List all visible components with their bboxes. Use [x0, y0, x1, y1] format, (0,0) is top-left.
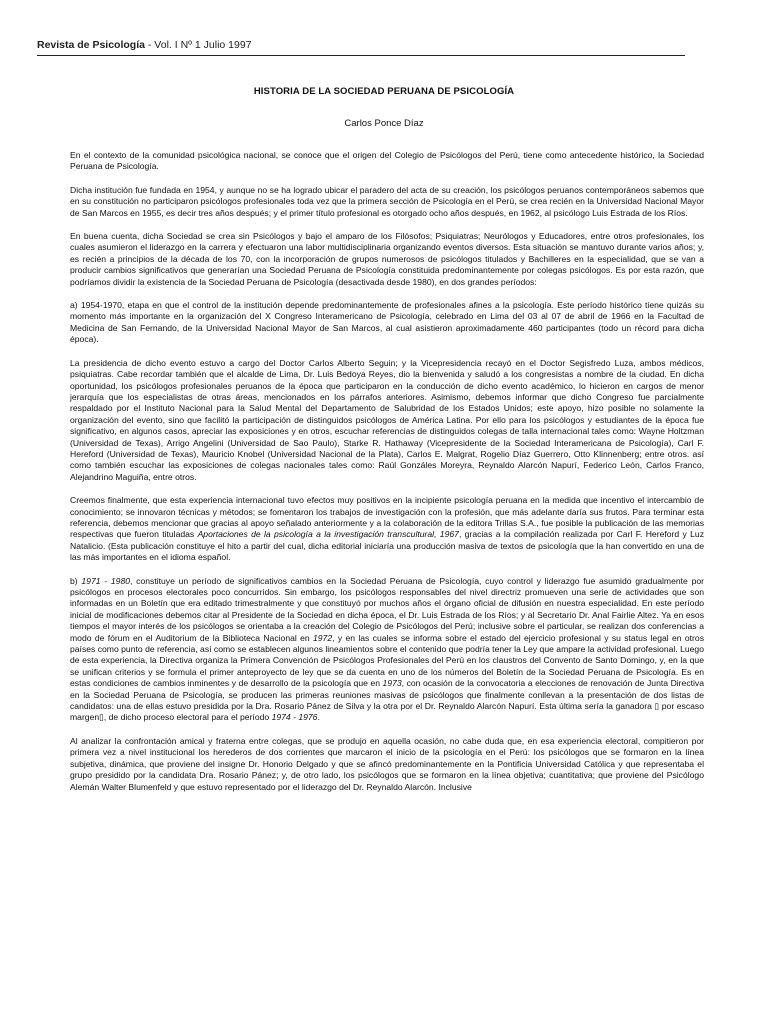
text-segment: .: [317, 712, 320, 723]
paragraph-congress: La presidencia de dicho evento estuvo a cargo del Doctor Carlos Alberto Seguin; y la Vicepresidencia recayó en el Doctor Segisfredo Luza, ambos médicos, psiquiatras. Cabe recordar también que el alcalde de Lima, Dr. Luis Bedoya Reyes, dio la bienvenida y saludó a los congresistas a nombre de la ciudad. En dicha oportunidad, los psicólogos profesionales peruanos de la época que participaron en la conducción de dicho evento académico, lo hicieron en cargos de menor jerarquía que los especialistas de otras áreas, mencionados en los párrafos anteriores. Asimismo, debemos informar que dicho Congreso fue parcialmente respaldado por el Instituto Nacional para la Salud Mental del Departamento de Salubridad de los Estados Unidos; este apoyo, hizo posible no solamente la organización del evento, sino que facilitó la participación de distinguidos psicólogos de América Latina. Por ello para los psicólogos y estudiantes de la época fue significativo, en algunos casos, apreciar las exposiciones y en otros, escuchar referencias de distinguidos colegas de talla internacional tales como: Wayne Holtzman (Universidad de Texas), Arrigo Angelini (Universidad de Sao Paulo), Starke R. Hathaway (Vicepresidente de la Sociedad Interamericana de Psicología), Carl F. Hereford (Universidad de Texas), Mauricio Knobel (Universidad Nacional de la Plata), Carlos E. Malgrat, Rogelio Díaz Guerrero, Otto Klinnenberg; entre otros. así como también escuchar las exposiciones de colegas nacionales tales como: Raúl Gonzáles Moreyra, Reynaldo Alarcón Napurí, Federico León, Carlos Franco, Alejandrino Maguiña, entre otros.: [70, 357, 704, 482]
text-segment: Creemos finalmente, que esta experiencia internacional tuvo efectos muy positivos en la incipiente psicología peruana en la medida que incentivo el intercambio de conocimiento; se innovaron técnicas y métodos; se fomentaron los trabajos de investigación con la profesión, que más adelante daría sus frutos. Para terminar esta referencia, debemos mencionar que gracias al apoyo señalado anteriormente y a la colaboración de la editora Trillas S.A., fue posible la publicación de las memorias respectivas que fueron tituladas: [70, 495, 704, 540]
text-segment: b): [70, 575, 82, 586]
text-segment: , con ocasión de la convocatoria a elecciones de renovación de Junta Directiva en la Sociedad Peruana de Psicología, se producen las primeras reuniones masivas de psicólogos que finalmente conllevan a la presentación de dos listas de candidatos: una de ellas estuvo presidida por la Dra. Rosario Pánez de Silva y la otra por el Dr. Reynaldo Alarcón Napurí. Esta última sería la ganadora ▯ por escaso margen▯, de dicho proceso electoral para el período: [70, 678, 704, 723]
paragraph-period-b: [70, 576, 704, 724]
journal-volume: - Vol. I Nº 1 Julio 1997: [144, 39, 252, 51]
text-segment: , y en las cuales se informa sobre el estado del ejercicio profesional y su status legal en otros países como punto de referencia, así como se establecen algunos lineamientos sobre el contenido que podría tener la Ley que ampare la actividad profesional. Luego de esta experiencia, la Directiva organiza la Primera Convención de Psicólogos Profesionales del Perú en los claustros del Convento de Santo Domingo, y, en la que se unifican criterios y se formula el primer anteproyecto de ley que se da cuenta en uno de los números del Boletín de la Sociedad Peruana de Psicología. Es en estas condiciones de cambios inminentes y de desarrollo de la psicología que en: [70, 632, 704, 689]
italic-year-range: 1974 - 1976: [271, 712, 318, 723]
paragraph-periods: En buena cuenta, dicha Sociedad se crea sin Psicólogos y bajo el amparo de los Filósofos; Psiquiatras; Neurólogos y Educadores, entre otros profesionales, los cuales asumieron el liderazgo en la carrera y efectuaron una labor multidisciplinaria organizando eventos diversos. Esta situación se mantuvo durante varios años; y, es recién a principios de la década de los 70, con la incorporación de grupos numerosos de psicólogos titulados y Bachilleres en la especialidad, que se van a producir cambios significativos que generarían una Sociedad Peruana de Psicología constituida predominantemente por colegas psicólogos. Es por esta razón, que podríamos dividir la existencia de la Sociedad Peruana de Psicología (desactivada desde 1980), en dos grandes períodos:: [70, 231, 704, 287]
paragraph-period-a: a) 1954-1970, etapa en que el control de la institución depende predominantemente de profesionales afines a la psicología. Este período histórico tiene quizás su momento más importante en la organización del X Congreso Interamericano de Psicología, celebrado en Lima del 03 al 07 de abril de 1966 en la Facultad de Medicina de San Fernando, de la Universidad Nacional Mayor de San Marcos, al cual asistieron aproximadamente 460 participantes (todo un récord para dicha época).: [70, 300, 704, 345]
article-author: Carlos Ponce Díaz: [344, 118, 424, 129]
italic-year-range: 1971 - 1980: [81, 575, 131, 586]
paragraph-intro: En el contexto de la comunidad psicológica nacional, se conoce que el origen del Colegio de Psicólogos del Perú, tiene como antecedente histórico, la Sociedad Peruana de Psicología.: [70, 150, 704, 172]
journal-name: Revista de Psicología: [37, 39, 145, 51]
running-header: [37, 39, 685, 56]
paragraph-foundation: Dicha institución fue fundada en 1954, y aunque no se ha logrado ubicar el paradero del acta de su creación, los psicólogos peruanos contemporáneos sabemos que en su constitución no participaron psicólogos profesionales toda vez que la primera sección de Psicología en el Perú, se crea recién en la Universidad Nacional Mayor de San Marcos en 1955, es decir tres años después; y el primer título profesional es otorgado ocho años después, en 1962, al psicólogo Luis Estrada de los Ríos.: [70, 184, 704, 218]
paragraph-experience: [70, 495, 704, 563]
italic-year: 1972: [313, 632, 333, 643]
italic-book-title: Aportaciones de la psicología a la investigación transcultural, 1967: [197, 529, 459, 540]
italic-year: 1973: [382, 678, 402, 689]
article-body: [70, 150, 704, 805]
paragraph-analysis: Al analizar la confrontación amical y fraterna entre colegas, que se produjo en aquella ocasión, no cabe duda que, en esa experiencia electoral, compitieron por primera vez a nivel institucional los herederos de dos corrientes que marcaron el inicio de la psicología en el Perú: los psicólogos que se formaron en la línea subjetiva, dinámica, que proviene del insigne Dr. Honorio Delgado y que se afincó predominantemente en la Pontificia Universidad Católica y que representaba el grupo presidido por la candidata Dra. Rosario Pánez; y, de otro lado, los psicólogos que se formaron en la línea objetiva; cuantitativa; que proviene del Psicólogo Alemán Walter Blumenfeld y que estuvo representado por el liderazgo del Dr. Reynaldo Alarcón. Inclusive: [70, 735, 704, 792]
text-segment: , gracias a la compilación realizada por Carl F. Hereford y Luz Natalicio. (Esta publicación constituye el hito a partir del cual, dicha editorial iniciaría una producción masiva de textos de psicología que la han convertido en una de las más importantes en el idioma español.: [70, 529, 705, 563]
article-title: HISTORIA DE LA SOCIEDAD PERUANA DE PSICOLOGÍA: [253, 86, 515, 97]
text-segment: , constituye un período de significativos cambios en la Sociedad Peruana de Psicología, cuyo control y liderazgo fue asumido gradualmente por psicólogos en procesos electorales poco concurridos. Sin embargo, los psicólogos responsables del nivel directriz promueven una serie de actividades que son informadas en un Boletín que era editado trimestralmente y que constituyó por muchos años el órgano oficial de difusión en nuestra especialidad. En este período inicial de modificaciones debemos citar al Presidente de la Sociedad en dicha época, el Dr. Luis Estrada de los Ríos; y al Secretario Dr. Anal Fairlie Altez. Ya en esos tiempos el mayor interés de los psicólogos se orientaba a la creación del Colegio de Psicólogos del Perú; inclusive sobre el particular, se realizan dos conferencias a modo de fórum en el Auditorium de la Biblioteca Nacional en: [70, 575, 704, 643]
